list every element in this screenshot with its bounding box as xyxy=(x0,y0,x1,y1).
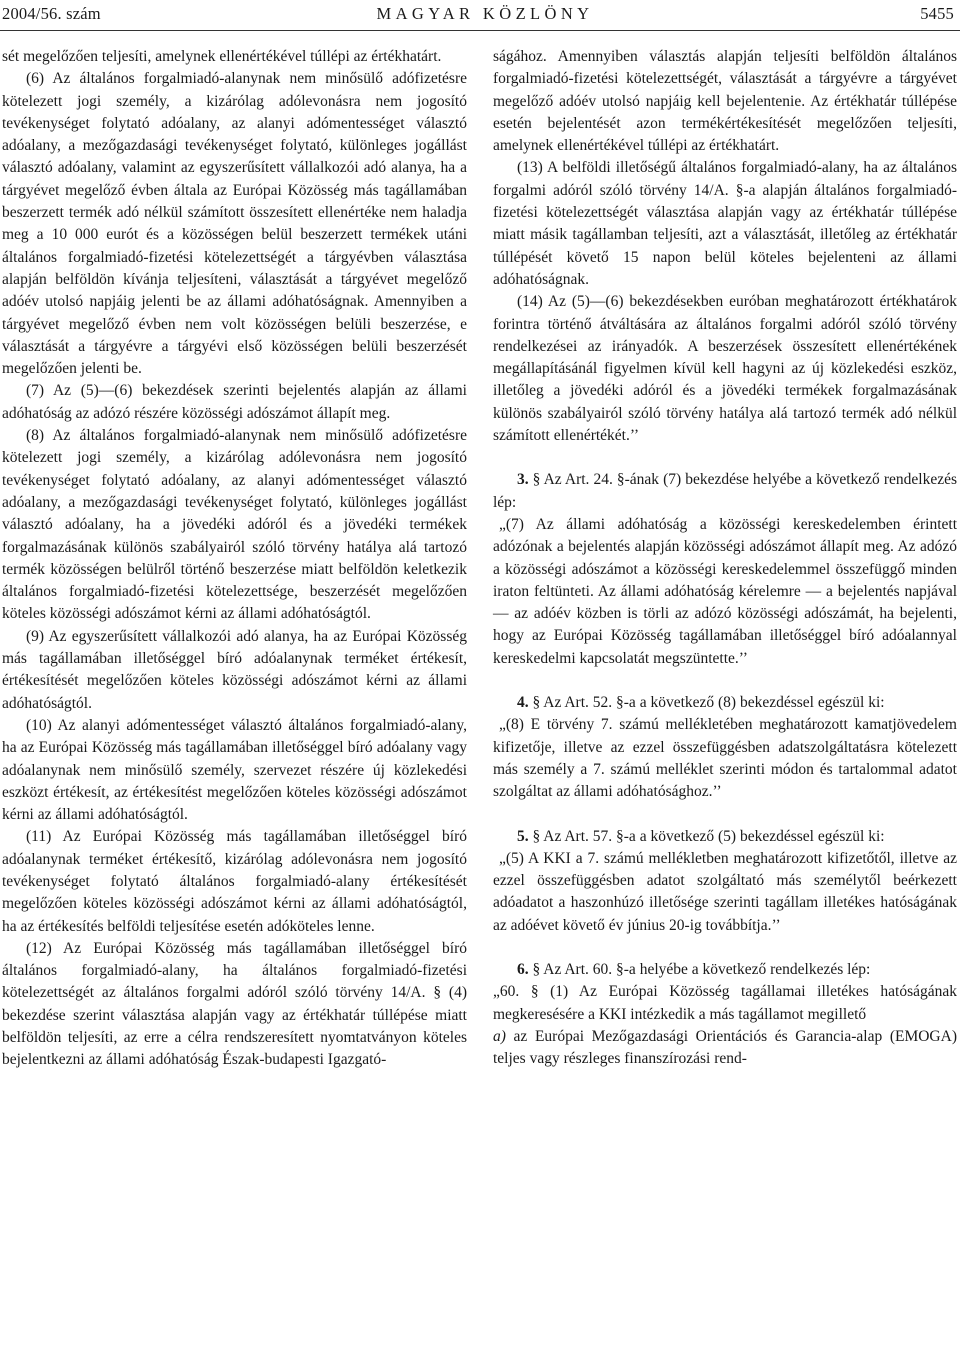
paragraph: (9) Az egyszerűsített vállalkozói adó alanya, ha az Európai Közösség más tagállamában illetőséggel bíró adóalanynak terméket értékesít, értékesítését megelőzően köteles közösségi adószámot kérni az állami adóhatóságtól. xyxy=(2,627,467,712)
paragraph: (12) Az Európai Közösség más tagállamában illetőséggel bíró általános forgalmiadó-alany, ha általános forgalmiadó-fizetési kötelezettségét az általános forgalmi adóról szóló törvény 14/A. § (4) bekezdése szerint választása alapján vagy az értékhatár túllépése miatt belföldön teljesíti, az erre a célra rendszeresített nyomtatványon köteles bejelentkezni az állami adóhatóság Észak-budapesti Igazgató- xyxy=(2,939,467,1069)
paragraph: (11) Az Európai Közösség más tagállamában illetőséggel bíró adóalanynak terméket értékesítő, kizárólag adólevonásra nem jogosító tevékenységet folytató általános forgalmiadó-alany értékesítését megelőzően köteles közösségi adószámot kérni az állami adóhatóságtól, ha az értékesítés belföldi teljesítése esetén adóköteles lenne. xyxy=(2,828,467,935)
section-6-heading xyxy=(493,959,957,981)
section-6-quote: „60. § (1) Az Európai Közösség tagállamai illetékes hatóságának megkeresésére a KKI intézkedik a más tagállamot megillető xyxy=(493,983,957,1023)
section-number: 4. xyxy=(517,694,529,712)
list-item xyxy=(493,1026,957,1071)
paragraph: ságához. Amennyiben választás alapján teljesíti belföldön általános forgalmiadó-fizetési kötelezettségét, választását a tárgyévre a tárgyévet megelőző adóév utolsó napjáig kell bejelentenie. Az értékhatár túllépése esetén bejelentését azon termékértékesítését megelőzően teljesíti, amelynek ellenértékével túllépi az értékhatárt. xyxy=(493,48,957,155)
header-rule xyxy=(0,30,960,31)
journal-title: MAGYAR KÖZLÖNY xyxy=(376,4,594,23)
paragraph: (14) Az (5)—(6) bekezdésekben euróban meghatározott értékhatárok forintra történő átváltására az általános forgalmi adóról szóló törvény rendelkezései az irányadók. A beszerzések összesített ellenértékének megállapításánál figyelmen kívül kell hagyni az új közlekedési eszköz, illetőleg a jövedéki adóról és a jövedéki termékek forgalmazásának különös szabályairól szóló törvény hatálya alá tartozó termék adó nélkül számított ellenértékét.’’ xyxy=(493,293,957,445)
page-number: 5455 xyxy=(920,4,954,23)
section-text: § Az Art. 60. §-a helyébe a következő rendelkezés lép: xyxy=(528,960,871,978)
section-4-quote: „(8) E törvény 7. számú mellékletében meghatározott kamatjövedelem kifizetője, illetve az ezzel összefüggésben adatszolgáltatásra kötelezett más személy a 7. számú melléklet szerinti módon és tartalommal adatot szolgáltat az állami adóhatósághoz.’’ xyxy=(493,716,957,801)
issue-number: 2004/56. szám xyxy=(2,4,101,23)
paragraph: (7) Az (5)—(6) bekezdések szerinti bejelentés alapján az állami adóhatóság az adózó részére közösségi adószámot állapít meg. xyxy=(2,382,467,422)
paragraph: (10) Az alanyi adómentességet választó általános forgalmiadó-alany, ha az Európai Közösség más tagállamában illetőséggel bíró adóalany vagy adóalanynak nem minősülő személy, szervezet részére új közlekedési eszközt értékesít, az értékesítést megelőzően köteles közösségi adószámot kérni az állami adóhatóságtól. xyxy=(2,716,467,824)
section-5-quote: „(5) A KKI a 7. számú mellékletben meghatározott kifizetőtől, illetve az ezzel összefüggésben adatot szolgáltató más személytől beérkezett adóadatot a haszonhúzó illetősége szerinti tagállam illetékes hatóságának az adóévet követő év június 20-ig továbbítja.’’ xyxy=(493,849,957,934)
right-column xyxy=(493,46,957,1070)
section-4-heading xyxy=(493,692,957,714)
section-number: 5. xyxy=(517,827,529,845)
page-header xyxy=(0,4,960,28)
paragraph: (13) A belföldi illetőségű általános forgalmiadó-alany, ha az általános forgalmi adóról szóló törvény 14/A. §-a alapján általános forgalmiadó-fizetési kötelezettségét választása alapján vagy az értékhatár túllépése miatt másik tagállamban teljesíti, azt a választását, illetőleg az értékhatár túllépését követő 15 napon belül köteles bejelenteni az állami adóhatóságnak. xyxy=(493,159,957,288)
section-text: § Az Art. 24. §-ának (7) bekezdése helyébe a következő rendelkezés lép: xyxy=(493,471,957,511)
item-marker: a) xyxy=(493,1027,506,1045)
section-5-heading xyxy=(493,826,957,848)
paragraph: sét megelőzően teljesíti, amelynek ellenértékével túllépi az értékhatárt. xyxy=(2,48,442,65)
section-text: § Az Art. 57. §-a a következő (5) bekezdéssel egészül ki: xyxy=(528,827,885,845)
section-number: 6. xyxy=(517,960,529,978)
section-3-quote: „(7) Az állami adóhatóság a közösségi kereskedelemben érintett adózónak a bejelentés alapján közösségi adószámot állapít meg. Az adózó a közösségi adószámot a közösségi kereskedelemmel összefüggő minden iraton feltünteti. Az állami adóhatóság kérelemre — a bejelentés napjával — az adóév közben is törli az adózó közösségi adószámát, ha bejelenti, hogy az Európai Közösség tagállamában illetőséggel bíró adóalannyal kereskedelmi kapcsolatát megszüntette.’’ xyxy=(493,515,957,667)
section-text: § Az Art. 52. §-a a következő (8) bekezdéssel egészül ki: xyxy=(528,694,885,712)
paragraph: (8) Az általános forgalmiadó-alanynak nem minősülő adófizetésre kötelezett jogi személy, a kizárólag adólevonásra nem jogosító tevékenységet folytató adóalany, az alanyi adómentességet választó adóalany, a mezőgazdasági tevékenységet folytató, különleges jogállást választó adóalany, ha a jövedéki adóról és a jövedéki termékek forgalmazásának különös szabályairól szóló törvény hatálya alá tartozó termék közösségen belülről történő beszerzése miatt belföldön keletkezik általános forgalmiadó-fizetési kötelezettsége, beszerzését megelőzően köteles közösségi adószámot kérni az állami adóhatóságtól. xyxy=(2,427,467,623)
left-column xyxy=(2,46,467,1072)
section-3-heading xyxy=(493,469,957,514)
paragraph: (6) Az általános forgalmiadó-alanynak nem minősülő adófizetésre kötelezett jogi személy, a kizárólag adólevonásra nem jogosító tevékenységet folytató adóalany, az alanyi adómentességet választó adóalany, a mezőgazdasági tevékenységet folytató, különleges jogállást választó adóalany, valamint az egyszerűsített vállalkozói adó alanya, ha a tárgyévet megelőző évben általa az Európai Közösség más tagállamában beszerzett termék adó nélkül számított összesített ellenértéke nem haladja meg a 10 000 eurót és a közösségen belül beszerzett termékek utáni általános forgalmiadó-fizetési kötelezettségét a tárgyévben választása alapján belföldön kívánja teljesíteni, választását a tárgyévet megelőző adóév utolsó napjáig jelenti be az állami adóhatóságnak. Amennyiben a tárgyévet megelőző évben nem volt közösségen belüli beszerzése, e választását a tárgyévre a tárgyévi első közösségen belüli beszerzését megelőzően jelenti be. xyxy=(2,70,467,378)
section-number: 3. xyxy=(517,471,529,489)
item-text: az Európai Mezőgazdasági Orientációs és Garancia-alap (EMOGA) teljes vagy részleges finanszírozási rend- xyxy=(493,1027,957,1068)
